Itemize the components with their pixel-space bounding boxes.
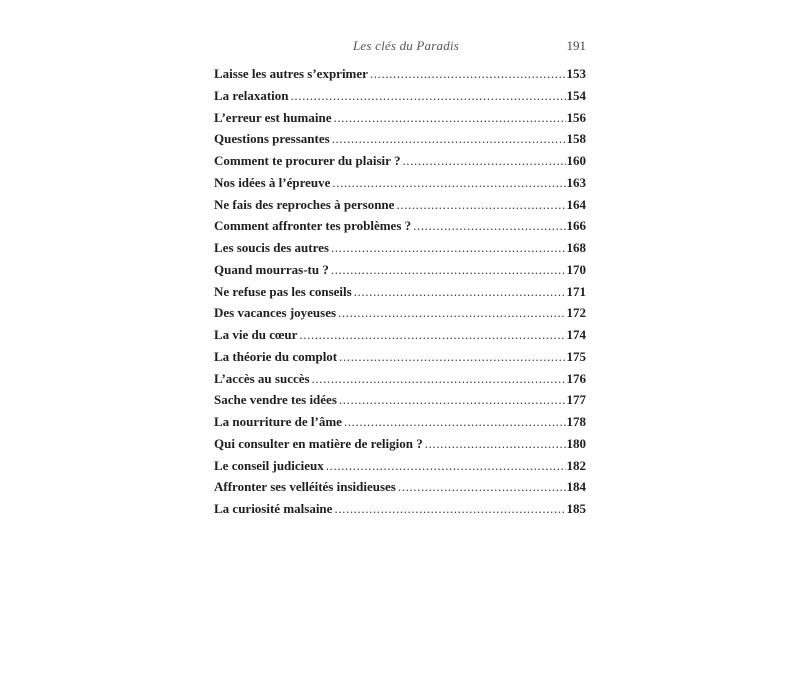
toc-entry-title: Les soucis des autres: [214, 240, 329, 255]
running-head-title: Les clés du Paradis: [353, 38, 459, 53]
toc-dot-leader: [370, 66, 566, 82]
toc-entry-page: 158: [566, 131, 586, 147]
toc-entry-title: Quand mourras-tu ?: [214, 261, 329, 277]
toc-entry-title: Ne refuse pas les conseils: [214, 283, 352, 299]
toc-dot-leader: [331, 240, 566, 256]
toc-entry: [214, 392, 586, 414]
toc-entry-page: 153: [566, 66, 586, 81]
toc-dot-leader: [402, 153, 565, 169]
toc-entry-page: 180: [566, 435, 586, 451]
toc-entry: [214, 218, 586, 240]
toc-entry-title: Comment te procurer du plaisir ?: [214, 153, 401, 168]
toc-entry-title: L’erreur est humaine: [214, 109, 332, 125]
toc-entry: [214, 501, 586, 523]
toc-entry-page: 174: [566, 327, 586, 342]
toc-dot-leader: [354, 284, 566, 300]
toc-entry: [214, 110, 586, 132]
toc-entry-title: La nourriture de l’âme: [214, 414, 342, 429]
toc-entry-title: Le conseil judicieux: [214, 457, 324, 473]
toc-entry-page: 177: [566, 392, 586, 408]
toc-dot-leader: [413, 218, 565, 234]
toc-entry-title: La curiosité malsaine: [214, 501, 333, 516]
toc-dot-leader: [299, 327, 565, 343]
toc-entry-page: 182: [566, 457, 586, 473]
toc-entry: [214, 349, 586, 371]
toc-entry-page: 176: [566, 370, 586, 386]
toc-entry-page: 170: [566, 261, 586, 277]
toc-entry-title: Ne fais des reproches à personne: [214, 196, 395, 212]
toc-entry-page: 164: [566, 196, 586, 212]
toc-entry: [214, 284, 586, 306]
toc-dot-leader: [425, 436, 566, 452]
toc-entry-title: La théorie du complot: [214, 348, 338, 364]
toc-entry: [214, 66, 586, 88]
toc-entry: [214, 458, 586, 480]
toc-entry-title: Sache vendre tes idées: [214, 392, 337, 408]
toc-entry-title: Nos idées à l’épreuve: [214, 174, 331, 190]
toc-entry: [214, 305, 586, 327]
toc-entry-page: 154: [566, 87, 586, 103]
toc-entry-title: Qui consulter en matière de religion ?: [214, 435, 423, 451]
toc-dot-leader: [333, 110, 565, 126]
toc-entry: [214, 479, 586, 501]
toc-entry-title: L’accès au succès: [214, 370, 310, 386]
toc-entry-title: Comment affronter tes problèmes ?: [214, 218, 412, 234]
toc-entry: [214, 262, 586, 284]
toc-entry-page: 166: [566, 218, 586, 234]
toc-entry: [214, 131, 586, 153]
toc-dot-leader: [331, 262, 566, 278]
toc-entry-page: 160: [566, 153, 586, 168]
toc-dot-leader: [332, 131, 566, 147]
toc-entry: [214, 197, 586, 219]
toc-entry: [214, 436, 586, 458]
toc-entry: [214, 414, 586, 436]
toc-entry-title: Laisse les autres s’exprimer: [214, 66, 368, 81]
toc-entry: [214, 88, 586, 110]
toc-entry-page: 175: [566, 348, 586, 364]
toc-dot-leader: [332, 175, 565, 191]
toc-entry-title: Des vacances joyeuses: [214, 305, 337, 321]
toc-dot-leader: [344, 414, 566, 430]
toc-dot-leader: [338, 305, 565, 321]
toc-dot-leader: [339, 349, 565, 365]
toc-entry-page: 178: [566, 414, 586, 429]
table-of-contents: [214, 66, 586, 523]
page-number: 191: [566, 38, 586, 53]
toc-entry-page: 172: [566, 305, 586, 321]
toc-entry: [214, 175, 586, 197]
toc-entry-page: 156: [566, 109, 586, 125]
toc-dot-leader: [398, 479, 566, 495]
toc-entry-page: 163: [566, 174, 586, 190]
toc-dot-leader: [291, 88, 566, 104]
toc-dot-leader: [334, 501, 565, 517]
toc-dot-leader: [396, 197, 565, 213]
toc-entry-page: 184: [566, 479, 586, 495]
toc-entry-title: Questions pressantes: [214, 131, 330, 147]
toc-dot-leader: [326, 458, 566, 474]
toc-entry-page: 171: [566, 283, 586, 299]
toc-entry-title: La vie du cœur: [214, 327, 298, 342]
toc-dot-leader: [339, 392, 566, 408]
toc-dot-leader: [312, 371, 566, 387]
toc-entry-title: Affronter ses velléités insidieuses: [214, 479, 396, 495]
toc-entry: [214, 371, 586, 393]
toc-entry-title: La relaxation: [214, 87, 289, 103]
toc-entry-page: 168: [566, 240, 586, 255]
toc-entry: [214, 327, 586, 349]
toc-entry-page: 185: [566, 501, 586, 516]
toc-entry: [214, 153, 586, 175]
toc-entry: [214, 240, 586, 262]
